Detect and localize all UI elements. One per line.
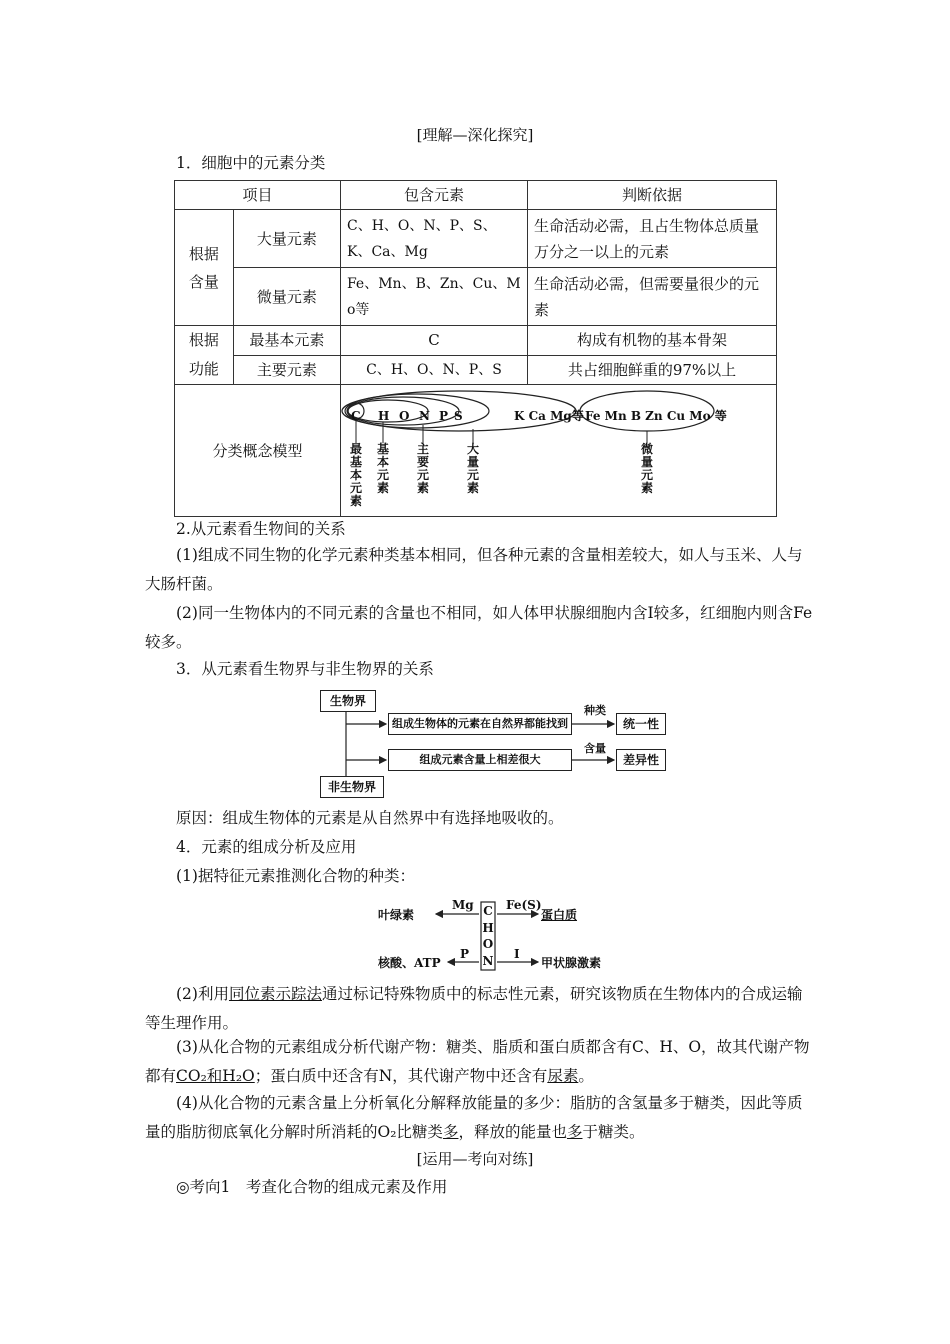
row-basic-elements: C xyxy=(340,326,527,356)
row-main-elements: C、H、O、N、P、S xyxy=(340,355,527,385)
box-nonliving-world: 非生物界 xyxy=(320,776,384,798)
group-by-function: 根据功能 xyxy=(175,326,234,385)
section-2-paragraph-2: (2)同一生物体内的不同元素的含量也不相同，如人体甲状腺细胞内含Ⅰ较多，红细胞内则含Fe较多。 xyxy=(145,604,813,651)
row-main-basis: 共占细胞鲜重的97%以上 xyxy=(527,355,776,385)
box-elements-found: 组成生物体的元素在自然界都能找到 xyxy=(388,713,572,735)
model-label-basic: 基本元素 xyxy=(376,442,389,495)
heading-practice-text: [运用—考向对练] xyxy=(416,1150,534,1168)
row-micro-basis: 生命活动必需，但需要量很少的元素 xyxy=(527,268,776,326)
infer-p: P xyxy=(460,947,470,961)
item3-co2-h2o: CO₂和H₂O xyxy=(176,1067,255,1085)
row-macro-basis: 生命活动必需，且占生物体总质量万分之一以上的元素 xyxy=(527,210,776,268)
model-label-micro: 微量元素 xyxy=(640,442,653,495)
characteristic-element-diagram xyxy=(368,894,616,974)
item4-mid: ，释放的能量也 xyxy=(458,1123,567,1141)
item4-more-1: 多 xyxy=(442,1123,459,1141)
living-nonliving-flow-diagram xyxy=(318,688,668,798)
section-2-title: 2.从元素看生物间的关系 xyxy=(176,520,346,538)
reason-text: 原因：组成生物体的元素是从自然界中有选择地吸收的。 xyxy=(176,809,564,827)
box-unity: 统一性 xyxy=(616,713,666,735)
arrow-label-kind: 种类 xyxy=(584,704,606,717)
item4-more-2: 多 xyxy=(566,1123,583,1141)
model-label-main: 主要元素 xyxy=(416,442,429,495)
infer-i: I xyxy=(514,947,520,961)
section-1-title: 1．细胞中的元素分类 xyxy=(176,154,326,172)
section-heading-practice xyxy=(0,1148,950,1169)
model-n: N xyxy=(418,409,430,423)
header-elements: 包含元素 xyxy=(340,181,527,210)
model-s: S xyxy=(453,409,463,423)
box-content-differs: 组成元素含量上相差很大 xyxy=(388,749,572,771)
section-heading-understand xyxy=(0,124,950,145)
model-label: 分类概念模型 xyxy=(175,385,341,517)
row-main-name: 主要元素 xyxy=(233,355,340,385)
item2-isotope: 同位素示踪法 xyxy=(228,985,322,1003)
item3-end: 。 xyxy=(578,1067,594,1085)
section-3-title: 3．从元素看生物界与非生物界的关系 xyxy=(176,660,434,678)
row-micro-name: 微量元素 xyxy=(233,268,340,326)
header-basis: 判断依据 xyxy=(527,181,776,210)
infer-nucleic-atp: 核酸、ATP xyxy=(378,956,441,970)
model-diagram-cell xyxy=(340,385,776,517)
item4-end: 于糖类。 xyxy=(582,1123,645,1141)
model-label-macro: 大量元素 xyxy=(466,442,479,495)
section-4-item-1: (1)据特征元素推测化合物的种类： xyxy=(176,867,415,885)
infer-mg: Mg xyxy=(452,898,474,912)
section-2-paragraph-1: (1)组成不同生物的化学元素种类基本相同，但各种元素的含量相差较大，如人与玉米、人与大肠杆菌。 xyxy=(145,546,803,593)
concept-model-diagram xyxy=(341,385,776,516)
row-macro-elements: C、H、O、N、P、S、K、Ca、Mg xyxy=(340,210,527,268)
group-by-content: 根据含量 xyxy=(175,210,234,326)
model-c: C xyxy=(350,409,361,423)
arrow-label-content: 含量 xyxy=(584,742,606,755)
section-4-item-3 xyxy=(145,1033,815,1091)
item3-urea: 尿素 xyxy=(547,1067,579,1085)
heading-text: [理解—深化探究] xyxy=(416,126,534,144)
row-basic-name: 最基本元素 xyxy=(233,326,340,356)
row-micro-elements: Fe、Mn、B、Zn、Cu、Mo等 xyxy=(340,268,527,326)
model-p: P xyxy=(438,409,449,423)
section-4-item-4 xyxy=(145,1089,815,1147)
item2-prefix: (2)利用 xyxy=(176,985,229,1003)
item4-prefix: (4)从化合物的元素含量上分析氧化分解释放能量的多少：脂肪的含氢量多于糖类，因此等质量的脂肪彻底氧化分解时所消耗的O₂比糖类 xyxy=(145,1094,803,1141)
item3-mid: ；蛋白质中还含有N，其代谢产物中还含有 xyxy=(254,1067,548,1085)
item2-rest: 通过标记特殊物质中的标志性元素，研究该物质在生物体内的合成运输等生理作用。 xyxy=(145,985,803,1032)
element-classification-table xyxy=(174,180,777,517)
model-label-most-basic: 最基本元素 xyxy=(349,442,362,508)
model-macro-rest: K Ca Mg等 xyxy=(513,409,584,423)
section-4-item-2 xyxy=(145,980,815,1038)
row-basic-basis: 构成有机物的基本骨架 xyxy=(527,326,776,356)
section-4-title: 4．元素的组成分析及应用 xyxy=(176,838,357,856)
box-difference: 差异性 xyxy=(616,749,666,771)
item3-prefix: (3)从化合物的元素组成分析代谢产物：糖类、脂质和蛋白质都含有C、H、O，故其代谢产物都有 xyxy=(145,1038,810,1085)
model-o: O xyxy=(398,409,410,423)
infer-protein: 蛋白质 xyxy=(541,908,578,922)
model-micro: Fe Mn B Zn Cu Mo 等 xyxy=(584,409,727,423)
model-h: H xyxy=(377,409,390,423)
row-macro-name: 大量元素 xyxy=(233,210,340,268)
infer-fe-s: Fe(S) xyxy=(506,898,542,912)
infer-thyroid: 甲状腺激素 xyxy=(541,956,602,970)
header-item: 项目 xyxy=(175,181,341,210)
box-living-world: 生物界 xyxy=(320,690,376,712)
infer-chlorophyll: 叶绿素 xyxy=(378,908,415,922)
direction-1-title: ◎考向1 考查化合物的组成元素及作用 xyxy=(176,1178,448,1196)
infer-chon: CHON xyxy=(482,904,494,968)
